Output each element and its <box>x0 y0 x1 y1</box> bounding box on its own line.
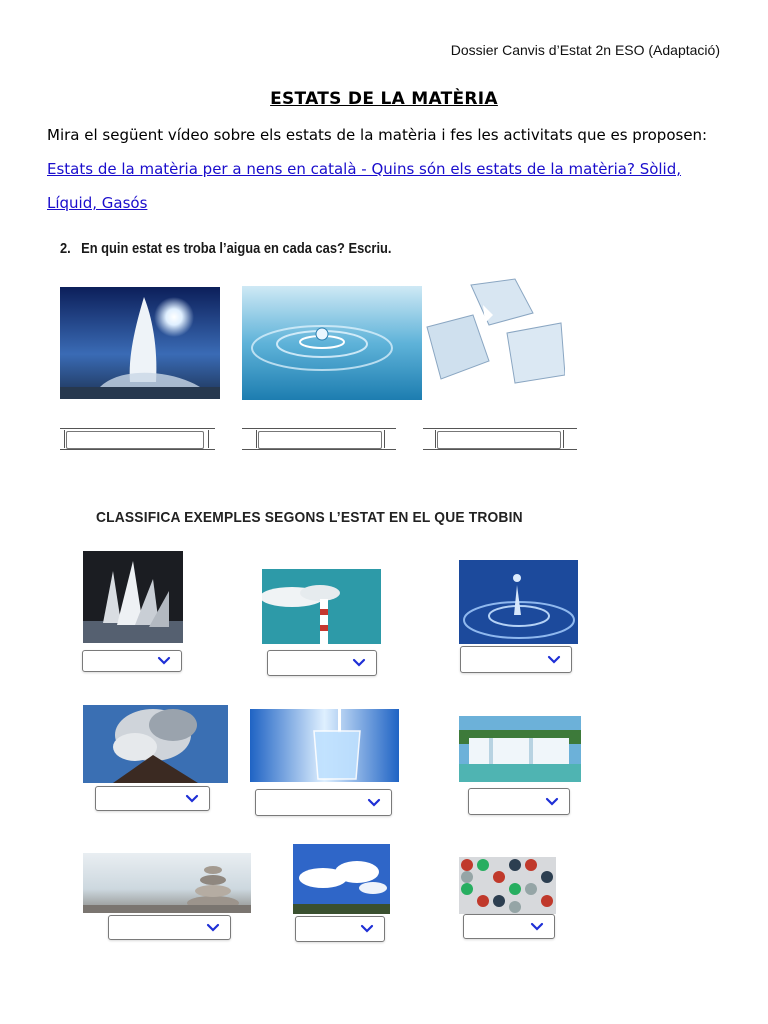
glass-of-water-image <box>250 709 399 782</box>
clouds-sky-image <box>293 844 390 914</box>
answer-field-3[interactable] <box>423 428 577 450</box>
page-title: ESTATS DE LA MATÈRIA <box>270 89 498 109</box>
intro-paragraph <box>47 118 727 220</box>
chevron-down-icon <box>545 797 559 807</box>
classify-dropdown-9[interactable] <box>463 914 555 939</box>
question-number: 2. <box>60 240 71 257</box>
chevron-down-icon <box>157 656 171 666</box>
question-text: En quin estat es troba l’aigua en cada cas? Escriu. <box>81 240 392 257</box>
stacked-stones-image <box>83 853 251 913</box>
classify-dropdown-7[interactable] <box>108 915 231 940</box>
classify-dropdown-8[interactable] <box>295 916 385 942</box>
chevron-down-icon <box>185 794 199 804</box>
factory-smoke-image <box>262 569 381 644</box>
chevron-down-icon <box>206 923 220 933</box>
water-drop-image <box>242 286 422 400</box>
answer-field-2[interactable] <box>242 428 396 450</box>
chevron-down-icon <box>352 658 366 668</box>
question-2-title <box>60 240 392 257</box>
classify-dropdown-6[interactable] <box>468 788 570 815</box>
chevron-down-icon <box>360 924 374 934</box>
volcano-smoke-image <box>83 705 228 783</box>
chevron-down-icon <box>547 655 561 665</box>
chevron-down-icon <box>367 798 381 808</box>
classify-dropdown-3[interactable] <box>460 646 572 673</box>
document-header: Dossier Canvis d’Estat 2n ESO (Adaptació) <box>450 42 720 58</box>
crystals-image <box>83 551 183 643</box>
intro-text: Mira el següent vídeo sobre els estats de la matèria i fes les activitats que es proposen: <box>47 126 708 144</box>
ice-cubes-image <box>423 275 565 399</box>
classify-dropdown-2[interactable] <box>267 650 377 676</box>
chevron-down-icon <box>530 922 544 932</box>
cans-image <box>459 857 556 914</box>
classify-dropdown-5[interactable] <box>255 789 392 816</box>
waterfall-image <box>459 716 581 782</box>
classify-dropdown-1[interactable] <box>82 650 182 672</box>
classify-dropdown-4[interactable] <box>95 786 210 811</box>
water-splash-image <box>459 560 578 644</box>
answer-field-1[interactable] <box>60 428 215 450</box>
video-link[interactable]: Estats de la matèria per a nens en català - Quins són els estats de la matèria? Sòlid, Líquid, Gasós <box>47 160 682 212</box>
classify-title: CLASSIFICA EXEMPLES SEGONS L’ESTAT EN EL QUE TROBIN <box>96 509 523 526</box>
geyser-image <box>60 287 220 399</box>
